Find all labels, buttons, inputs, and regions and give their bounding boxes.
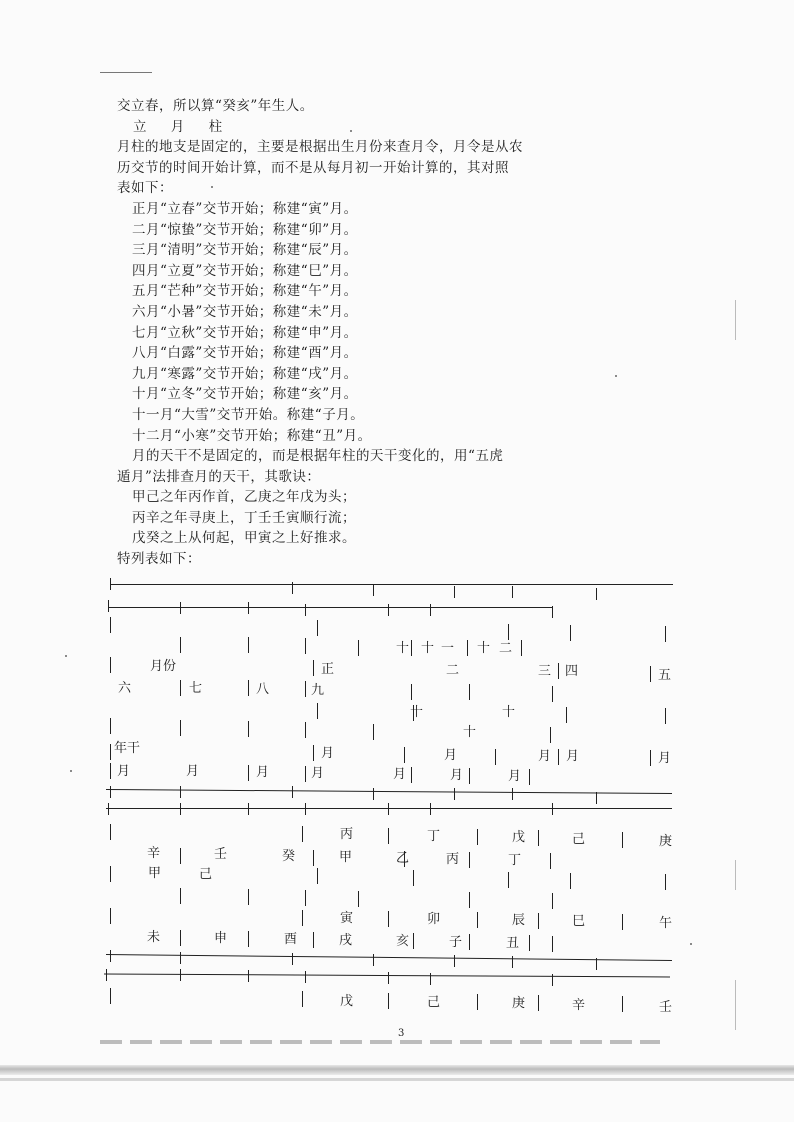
table-bar — [248, 889, 249, 905]
paragraph-line: 特列表如下： — [117, 551, 201, 568]
table-cell: 丙 — [340, 827, 354, 842]
table-tick — [110, 950, 111, 962]
table-bar — [558, 663, 559, 679]
table-bar — [110, 866, 111, 882]
month-item: 六月“小暑”交节开始；称建“未”月。 — [132, 303, 358, 320]
table-tick — [454, 788, 455, 800]
scan-edge — [0, 1065, 794, 1075]
table-bar — [313, 745, 314, 761]
table-rule — [108, 607, 553, 608]
table-cell: 申 — [214, 931, 228, 946]
table-tick — [110, 786, 111, 798]
table-cell: 子 — [449, 935, 463, 950]
table-bar — [538, 830, 539, 846]
table-bar — [477, 994, 478, 1010]
table-tick — [430, 604, 431, 616]
table-tick — [430, 803, 431, 815]
table-cell: 巳 — [572, 914, 586, 929]
table-bar — [650, 750, 651, 766]
table-bar — [180, 637, 181, 653]
table-bar — [248, 721, 249, 737]
table-cell: 己 — [427, 995, 441, 1010]
table-bar — [317, 868, 318, 884]
table-cell: 戊 — [340, 994, 354, 1009]
header-rule — [100, 72, 152, 73]
table-rule — [106, 789, 672, 794]
table-tick — [305, 971, 306, 983]
table-bar — [413, 933, 414, 949]
table-tick — [454, 955, 455, 967]
table-bar — [538, 913, 539, 929]
table-cell: 十 — [421, 641, 435, 656]
month-item: 十一月“大雪”交节开始。称建“子月。 — [132, 406, 365, 423]
paragraph-line: 交立春，所以算“癸亥”年生人。 — [117, 98, 314, 114]
table-bar — [469, 934, 470, 950]
footer-smudge — [100, 1040, 660, 1044]
table-bar — [477, 912, 478, 928]
table-tick — [248, 970, 249, 982]
table-bar — [622, 996, 623, 1012]
table-bar — [622, 914, 623, 930]
month-item: 十二月“小寒”交节开始；称建“丑”月。 — [132, 427, 372, 444]
table-rule — [110, 584, 673, 585]
table-bar — [302, 910, 303, 926]
table-bar — [665, 626, 666, 642]
table-cell: 月 — [450, 768, 464, 783]
table-cell: 未 — [147, 930, 161, 945]
verse-line: 丙辛之年寻庚上，丁壬壬寅顺行流； — [132, 509, 356, 526]
table-cell: 十 — [477, 641, 491, 656]
table-cell: 丑 — [506, 936, 520, 951]
table-cell: 月份 — [150, 659, 177, 674]
margin-mark — [735, 980, 736, 1030]
margin-mark — [735, 860, 736, 890]
table-bar — [248, 680, 249, 696]
table-bar — [388, 993, 389, 1009]
table-bar — [469, 684, 470, 700]
table-tick — [108, 803, 109, 815]
margin-mark — [735, 300, 736, 340]
table-cell: 月 — [321, 746, 335, 761]
table-bar — [358, 891, 359, 907]
table-tick — [512, 788, 513, 800]
table-bar — [404, 747, 405, 763]
table-bar — [469, 892, 470, 908]
table-cell: 十 — [463, 725, 477, 740]
table-bar — [550, 727, 551, 743]
table-rule — [106, 808, 672, 809]
table-cell: 辛 — [147, 846, 161, 861]
table-tick — [373, 584, 374, 596]
table-cell: 十 — [410, 705, 424, 720]
table-bar — [495, 749, 496, 765]
table-bar — [413, 870, 414, 886]
table-bar — [477, 829, 478, 845]
table-tick — [106, 969, 107, 981]
table-bar — [570, 873, 571, 889]
verse-line: 甲己之年丙作首，乙庚之年戊为头； — [132, 489, 356, 506]
table-bar — [180, 848, 181, 864]
table-cell: 丙 — [446, 852, 460, 867]
table-cell: 庚 — [512, 996, 526, 1011]
month-item: 二月“惊蛰”交节开始；称建“卯”月。 — [132, 221, 358, 238]
month-item: 四月“立夏”交节开始；称建“巳”月。 — [132, 262, 358, 279]
table-bar — [110, 908, 111, 924]
table-cell: 己 — [572, 832, 586, 847]
table-cell: 一 — [441, 641, 455, 656]
table-cell: 癸 — [282, 849, 296, 864]
table-cell: 壬 — [214, 847, 228, 862]
table-bar — [665, 708, 666, 724]
table-cell: 月 — [566, 749, 580, 764]
table-bar — [469, 768, 470, 784]
table-tick — [512, 956, 513, 968]
scan-edge-lower — [0, 1078, 794, 1081]
table-cell: 年干 — [114, 741, 141, 756]
table-bar — [388, 911, 389, 927]
section-heading: 立 月 柱 — [133, 118, 233, 135]
table-bar — [411, 767, 412, 783]
table-cell: 五 — [658, 668, 672, 683]
table-bar — [180, 720, 181, 736]
table-bar — [373, 724, 374, 740]
month-item: 七月“立秋”交节开始；称建“申”月。 — [132, 324, 358, 341]
table-cell: 正 — [321, 662, 335, 677]
table-bar — [110, 718, 111, 734]
table-bar — [313, 660, 314, 676]
month-item: 三月“清明”交节开始；称建“辰”月。 — [132, 242, 358, 259]
table-bar — [508, 624, 509, 640]
table-cell: 卯 — [427, 912, 441, 927]
table-cell: 二 — [446, 663, 460, 678]
table-cell: 四 — [565, 664, 579, 679]
paragraph-line: 月柱的地支是固定的，主要是根据出生月份来查月令，月令是从农 — [117, 139, 523, 156]
scan-speck — [350, 130, 352, 132]
table-tick — [512, 586, 513, 598]
table-tick — [552, 974, 553, 986]
table-cell: 午 — [659, 916, 673, 931]
table-cell: 月 — [538, 749, 552, 764]
table-cell: 月 — [393, 767, 407, 782]
table-tick — [388, 972, 389, 984]
table-cell: 戌 — [339, 933, 353, 948]
table-tick — [108, 600, 109, 612]
table-cell: 亥 — [396, 934, 410, 949]
table-cell: 寅 — [340, 911, 354, 926]
table-tick — [180, 803, 181, 815]
table-rule — [106, 954, 672, 961]
table-bar — [317, 620, 318, 636]
table-cell: 八 — [256, 682, 270, 697]
table-tick — [388, 803, 389, 815]
table-cell: 三 — [538, 664, 552, 679]
table-bar — [313, 850, 314, 866]
paragraph-line: 月的天干不是固定的，而是根据年柱的天干变化的，用“五虎 — [132, 448, 504, 465]
table-tick — [596, 792, 597, 804]
table-cell: 月 — [256, 765, 270, 780]
table-cell: 庚 — [659, 834, 673, 849]
table-tick — [305, 604, 306, 616]
table-bar — [469, 852, 470, 868]
table-bar — [110, 657, 111, 673]
table-tick — [110, 578, 111, 590]
table-bar — [110, 763, 111, 779]
table-bar — [248, 931, 249, 947]
table-bar — [388, 828, 389, 844]
table-tick — [180, 969, 181, 981]
table-bar — [358, 640, 359, 656]
table-bar — [665, 874, 666, 890]
table-tick — [180, 952, 181, 964]
table-cell: 酉 — [284, 932, 298, 947]
paragraph-line: 历交节的时间开始计算，而不是从每月初一开始计算的，其对照 — [117, 159, 509, 176]
table-bar — [552, 893, 553, 909]
table-tick — [292, 953, 293, 965]
page-number: 3 — [398, 1028, 405, 1039]
table-bar — [248, 765, 249, 781]
table-bar — [110, 988, 111, 1004]
table-tick — [292, 582, 293, 594]
table-cell: 月 — [444, 748, 458, 763]
table-tick — [248, 602, 249, 614]
table-bar — [305, 681, 306, 697]
table-bar — [313, 932, 314, 948]
table-bar — [529, 769, 530, 785]
table-tick — [552, 803, 553, 815]
table-cell: 二 — [499, 641, 513, 656]
table-bar — [110, 617, 111, 633]
table-bar — [552, 936, 553, 952]
table-bar — [248, 637, 249, 653]
month-item: 九月“寒露”交节开始；称建“戌”月。 — [132, 365, 358, 382]
table-bar — [305, 638, 306, 654]
month-item: 正月“立春”交节开始；称建“寅”月。 — [132, 200, 358, 217]
table-bar — [180, 888, 181, 904]
table-tick — [248, 803, 249, 815]
table-bar — [566, 707, 567, 723]
table-cell: 月 — [311, 766, 325, 781]
table-bar — [411, 640, 412, 656]
table-bar — [305, 766, 306, 782]
table-cell: 己 — [199, 867, 213, 882]
table-bar — [622, 832, 623, 848]
verse-line: 戊癸之上从何起，甲寅之上好推求。 — [132, 530, 356, 547]
table-bar — [411, 684, 412, 700]
table-cell: 乙 — [396, 851, 410, 866]
table-tick — [305, 803, 306, 815]
table-cell: 十 — [396, 641, 410, 656]
table-cell: 月 — [658, 751, 672, 766]
table-bar — [508, 872, 509, 888]
table-bar — [570, 625, 571, 641]
table-cell: 辰 — [512, 913, 526, 928]
table-bar — [538, 995, 539, 1011]
paragraph-line: 表如下： — [117, 180, 173, 197]
table-bar — [650, 666, 651, 682]
table-tick — [430, 973, 431, 985]
table-bar — [467, 640, 468, 656]
table-tick — [180, 602, 181, 614]
table-cell: 九 — [311, 683, 325, 698]
table-cell: 月 — [508, 769, 522, 784]
table-bar — [552, 686, 553, 702]
scan-speck — [211, 186, 213, 188]
table-tick — [454, 586, 455, 598]
table-bar — [521, 640, 522, 656]
table-tick — [596, 588, 597, 600]
table-cell: 七 — [189, 681, 203, 696]
table-bar — [305, 890, 306, 906]
table-cell: 壬 — [659, 1000, 673, 1015]
table-tick — [596, 958, 597, 970]
table-cell: 丁 — [508, 853, 522, 868]
table-tick — [292, 786, 293, 798]
table-bar — [550, 853, 551, 869]
table-cell: 甲 — [148, 866, 162, 881]
table-cell: 辛 — [572, 998, 586, 1013]
table-bar — [305, 722, 306, 738]
table-bar — [180, 680, 181, 696]
table-cell: 丁 — [427, 829, 441, 844]
scan-speck — [615, 375, 617, 377]
table-tick — [552, 606, 553, 618]
table-cell: 戊 — [512, 830, 526, 845]
month-item: 八月“白露”交节开始；称建“酉”月。 — [132, 345, 358, 362]
table-rule — [104, 974, 670, 978]
scan-speck — [65, 655, 67, 657]
table-cell: 甲 — [339, 850, 353, 865]
table-bar — [110, 744, 111, 760]
body-text — [117, 96, 547, 570]
table-bar — [180, 930, 181, 946]
table-bar — [302, 826, 303, 842]
table-bar — [302, 991, 303, 1007]
scan-speck — [70, 770, 72, 772]
table-tick — [180, 786, 181, 798]
paragraph-line: 遁月”法排查月的天干，其歌诀： — [117, 468, 321, 485]
table-tick — [373, 788, 374, 800]
table-cell: 月 — [186, 764, 200, 779]
table-tick — [373, 954, 374, 966]
table-tick — [388, 604, 389, 616]
scan-speck — [690, 943, 692, 945]
table-bar — [529, 935, 530, 951]
month-item: 五月“芒种”交节开始；称建“午”月。 — [132, 283, 358, 300]
table-bar — [558, 749, 559, 765]
table-cell: 月 — [117, 764, 131, 779]
table-bar — [110, 824, 111, 840]
month-item: 十月“立冬”交节开始；称建“亥”月。 — [132, 386, 358, 403]
table-bar — [317, 703, 318, 719]
table-cell: 六 — [118, 681, 132, 696]
table-cell: 十 — [502, 705, 516, 720]
